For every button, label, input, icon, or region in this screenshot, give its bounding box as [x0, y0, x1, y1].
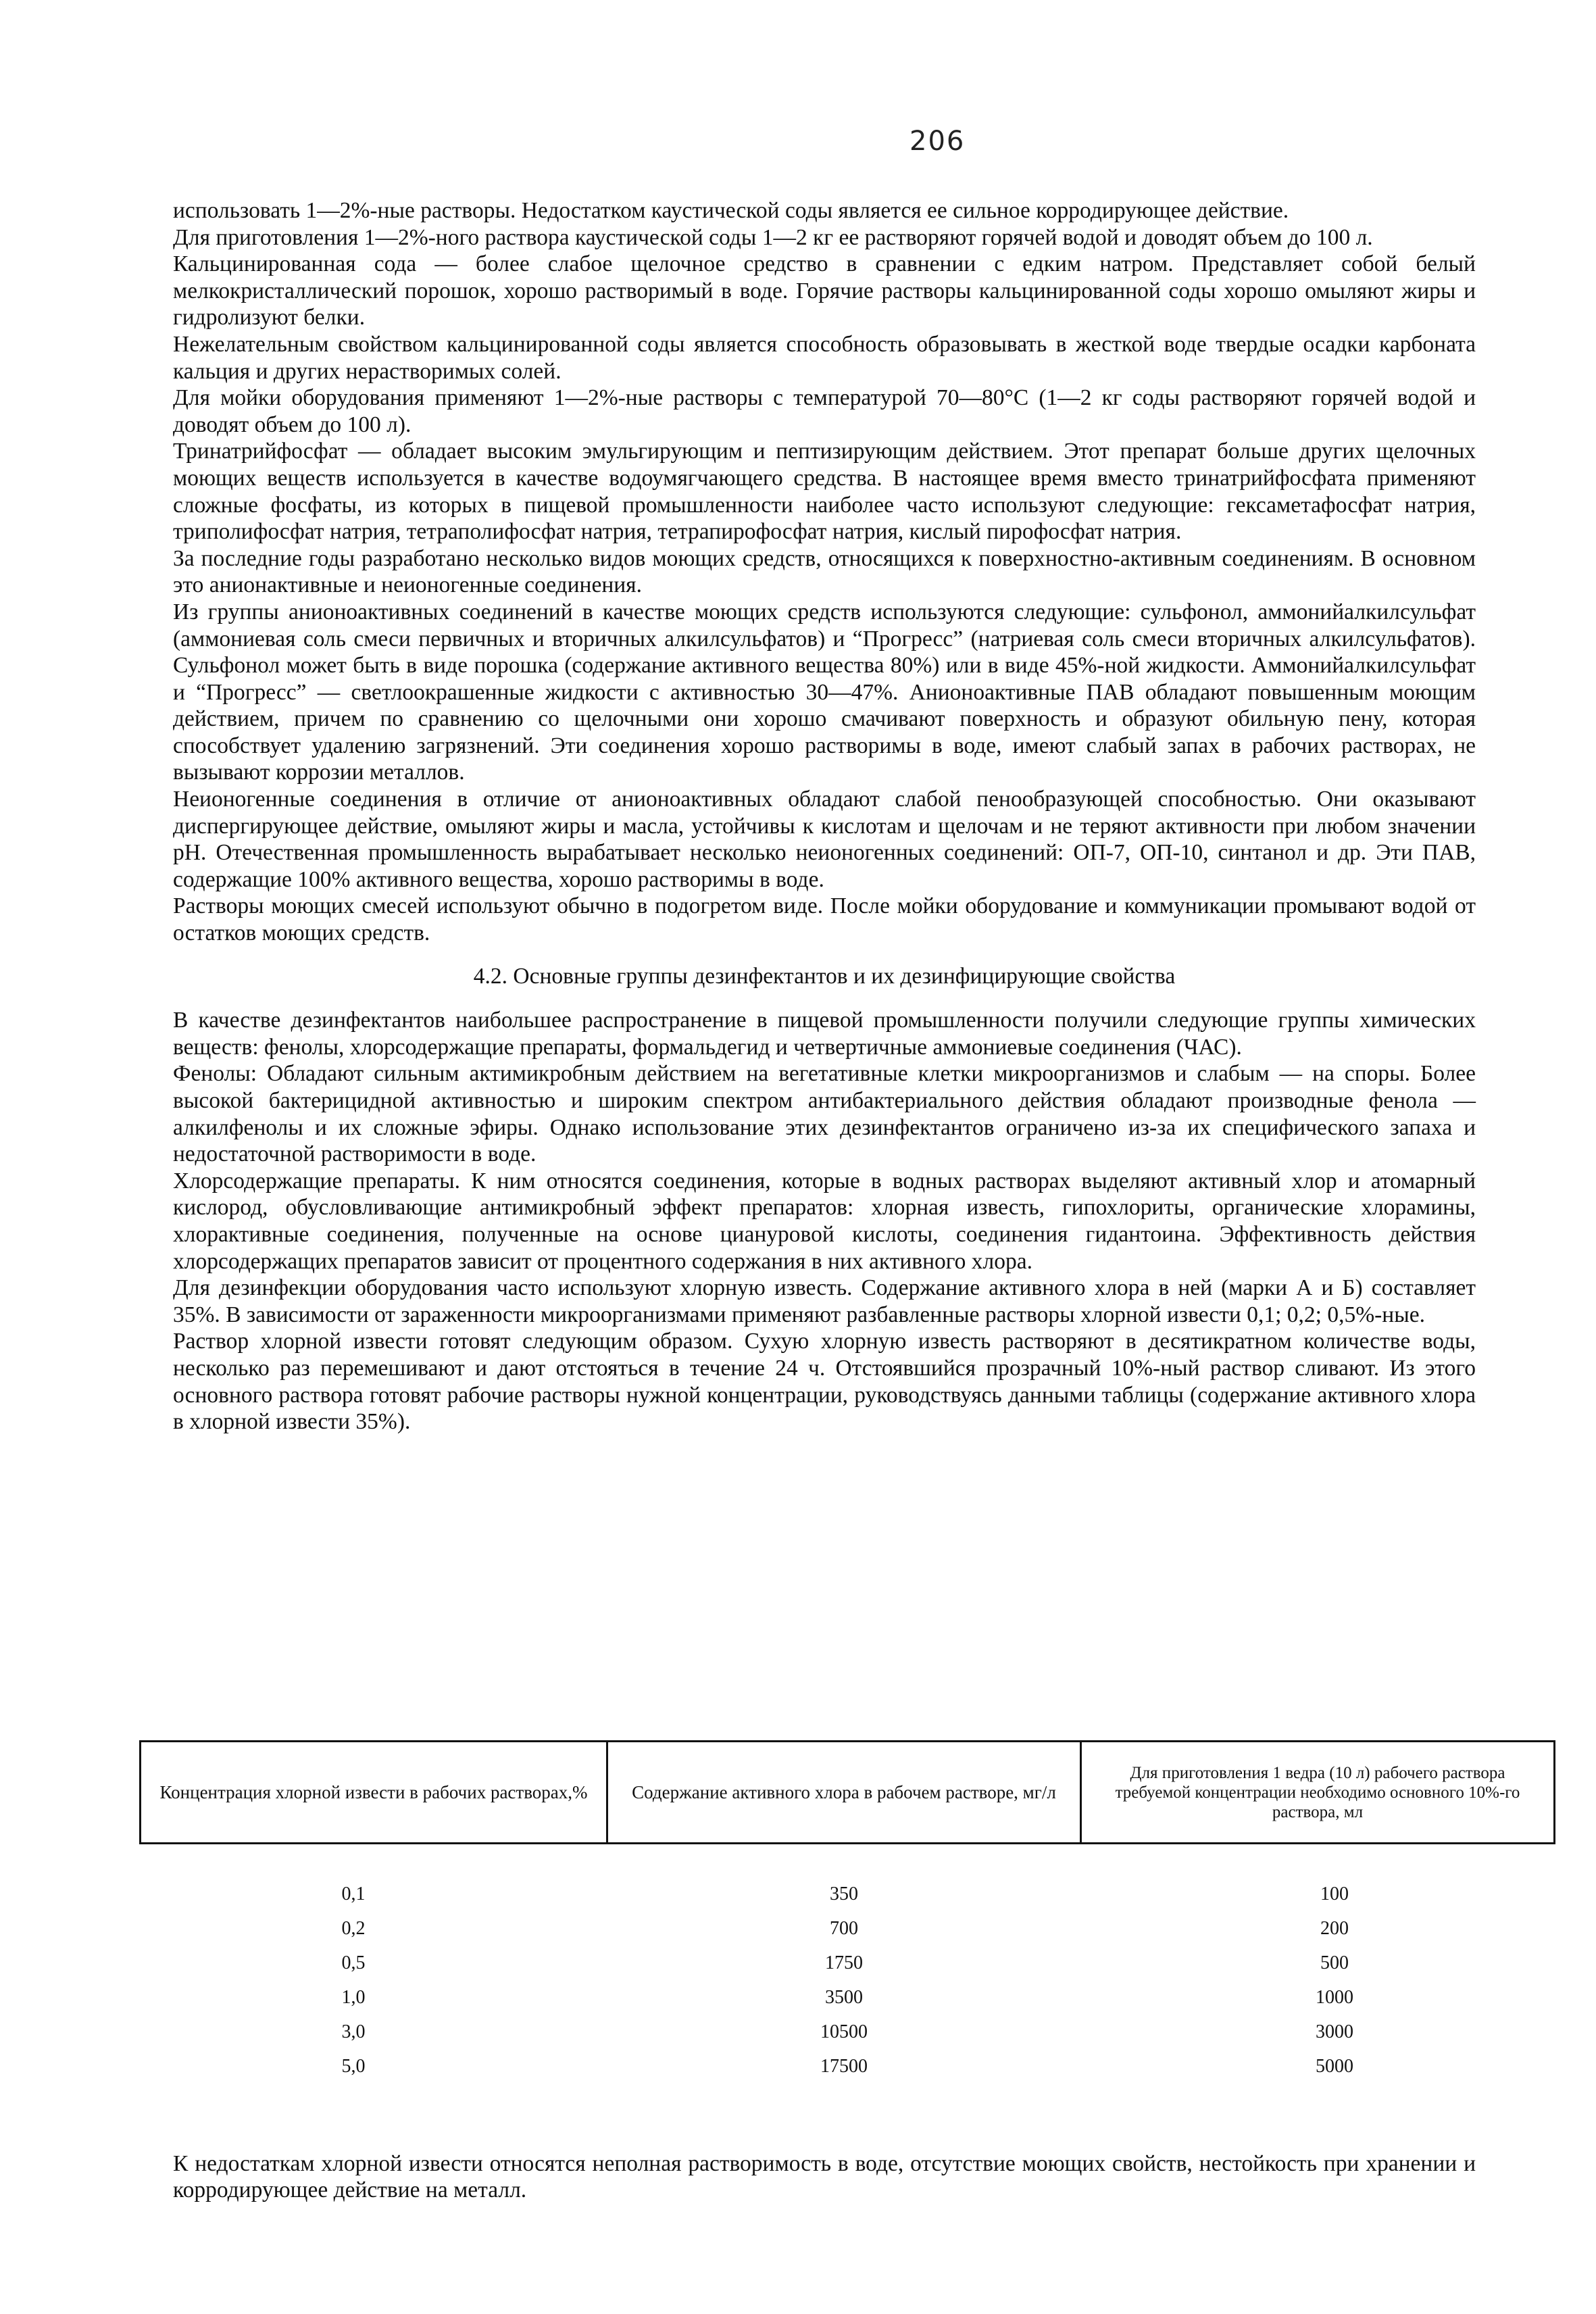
paragraph: Растворы моющих смесей используют обычно в подогретом виде. После мойки оборудование и коммуникации промывают водой от остатков моющих средств.: [173, 893, 1476, 946]
column-header: Концентрация хлорной извести в рабочих растворах,%: [141, 1742, 607, 1844]
paragraph: Нежелательным свойством кальцинированной соды является способность образовывать в жесткой воде твердые осадки карбоната кальция и других нерастворимых солей.: [173, 331, 1476, 384]
paragraph: За последние годы разработано несколько видов моющих средств, относящихся к поверхностно-активным соединениям. В основном это анионактивные и неионогенные соединения.: [173, 545, 1476, 598]
table-row: [141, 2049, 1555, 2084]
table-cell: 5000: [1316, 2055, 1353, 2077]
table-row: [141, 1877, 1555, 1911]
table-cell: 1000: [1316, 1986, 1353, 2008]
paragraph: Для приготовления 1—2%-ного раствора каустической соды 1—2 кг ее растворяют горячей водой и доводят объем до 100 л.: [173, 224, 1373, 250]
body-text: [173, 197, 1476, 1435]
column-header: Содержание активного хлора в рабочем растворе, мг/л: [607, 1742, 1081, 1844]
paragraph: Хлорсодержащие препараты. К ним относятся соединения, которые в водных растворах выделяют активный хлор и атомарный кислород, обусловливающие антимикробный эффект препаратов: хлорная известь, гипохлориты, органические хлорамины, хлорактивные соединения, полученные на основе циануровой кислоты, соединения гидантоина. Эффективность действия хлорсодержащих препаратов зависит от процентного содержания в них активного хлора.: [173, 1168, 1476, 1274]
table-header-row: [141, 1742, 1555, 1844]
paragraph: Кальцинированная сода — более слабое щелочное средство в сравнении с едким натром. Представляет собой белый мелкокристаллический порошок, хорошо растворимый в воде. Горячие растворы кальцинированной соды хорошо омыляют жиры и гидролизуют белки.: [173, 251, 1476, 330]
table-cell: 3500: [825, 1986, 863, 2008]
closing-paragraph: К недостаткам хлорной извести относятся неполная растворимость в воде, отсутствие моющих свойств, нестойкость при хранении и корродирующее действие на металл.: [173, 2150, 1476, 2203]
table-cell: 5,0: [341, 2055, 366, 2077]
table-cell: 0,1: [341, 1883, 366, 1904]
table-row: [141, 1946, 1555, 1980]
table-cell: 1750: [825, 1952, 863, 1973]
table-cell: 500: [1320, 1952, 1349, 1973]
page-number: 206: [909, 126, 966, 157]
section-heading: 4.2. Основные группы дезинфектантов и их дезинфицирующие свойства: [473, 963, 1176, 989]
paragraph: использовать 1—2%-ные растворы. Недостатком каустической соды является ее сильное корродирующее действие.: [173, 198, 1289, 223]
table-cell: 10500: [820, 2021, 868, 2042]
document-page: [159, 0, 1520, 2314]
paragraph: Фенолы: Обладают сильным актимикробным действием на вегетативные клетки микроорганизмов и слабым — на споры. Более высокой бактерицидной активностью и широким спектром антибактериального действия обладают производные фенола — алкилфенолы и их сложные эфиры. Однако использование этих дезинфектантов ограничено из-за их специфического запаха и недостаточной растворимости в воде.: [173, 1061, 1476, 1167]
data-table: [139, 1740, 1555, 2084]
table-spacer: [141, 1844, 1555, 1877]
table-cell: 0,2: [341, 1917, 366, 1939]
table-cell: 200: [1320, 1917, 1349, 1939]
paragraph: Неионогенные соединения в отличие от анионоактивных обладают слабой пенообразующей способностью. Они оказывают диспергирующее действие, омыляют жиры и масла, устойчивы к кислотам и щелочам и не теряют активности при любом значении pH. Отечественная промышленность вырабатывает несколько неионогенных соединений: ОП-7, ОП-10, синтанол и др. Эти ПАВ, содержащие 100% активного вещества, хорошо растворимы в воде.: [173, 787, 1476, 892]
table-row: [141, 2015, 1555, 2049]
table-cell: 100: [1320, 1883, 1349, 1904]
paragraph: Из группы анионоактивных соединений в качестве моющих средств используются следующие: сульфонол, аммонийалкилсульфат (аммониевая соль смеси первичных и вторичных алкилсульфатов) и “Прогресс” (натриевая соль смеси вторичных алкилсульфатов). Сульфонол может быть в виде порошка (содержание активного вещества 80%) или в виде 45%-ной жидкости. Аммонийалкилсульфат и “Прогресс” — светлоокрашенные жидкости с активностью 30—47%. Анионоактивные ПАВ обладают повышенным моющим действием, причем по сравнению со щелочными они хорошо смачивают поверхность и образуют обильную пену, которая способствует удалению загрязнений. Эти соединения хорошо растворимы в воде, имеют слабый запах в рабочих растворах, не вызывают коррозии металлов.: [173, 599, 1476, 785]
table-cell: 3000: [1316, 2021, 1353, 2042]
table-row: [141, 1911, 1555, 1946]
paragraph: Тринатрийфосфат — обладает высоким эмульгирующим и пептизирующим действием. Этот препарат больше других щелочных моющих веществ используется в качестве водоумягчающего средства. В настоящее время вместо тринатрийфосфата применяют сложные фосфаты, из которых в пищевой промышленности наиболее часто используют следующие: гексаметафосфат натрия, триполифосфат натрия, тетраполифосфат натрия, тетрапирофосфат натрия, кислый пирофосфат натрия.: [173, 439, 1476, 545]
paragraph: Для дезинфекции оборудования часто используют хлорную известь. Содержание активного хлора в ней (марки А и Б) составляет 35%. В зависимости от зараженности микроорганизмами применяют разбавленные растворы хлорной извести 0,1; 0,2; 0,5%-ные.: [173, 1275, 1476, 1327]
table-cell: 0,5: [341, 1952, 366, 1973]
table-row: [141, 1980, 1555, 2015]
table-cell: 1,0: [341, 1986, 366, 2008]
column-header: Для приготовления 1 ведра (10 л) рабочего раствора требуемой концентрации необходимо основного 10%-го раствора, мл: [1081, 1742, 1555, 1844]
paragraph: В качестве дезинфектантов наибольшее распространение в пищевой промышленности получили следующие группы химических веществ: фенолы, хлорсодержащие препараты, формальдегид и четвертичные аммониевые соединения (ЧАС).: [173, 1008, 1476, 1060]
paragraph: Раствор хлорной извести готовят следующим образом. Сухую хлорную известь растворяют в десятикратном количестве воды, несколько раз перемешивают и дают отстояться в течение 24 ч. Отстоявшийся прозрачный 10%-ный раствор сливают. Из этого основного раствора готовят рабочие растворы нужной концентрации, руководствуясь данными таблицы (содержание активного хлора в хлорной извести 35%).: [173, 1329, 1476, 1435]
table-cell: 17500: [820, 2055, 868, 2077]
paragraph: Для мойки оборудования применяют 1—2%-ные растворы с температурой 70—80°С (1—2 кг соды растворяют горячей водой и доводят объем до 100 л).: [173, 385, 1476, 437]
table-cell: 3,0: [341, 2021, 366, 2042]
table-cell: 700: [830, 1917, 858, 1939]
table-cell: 350: [830, 1883, 858, 1904]
chlorine-table: [139, 1740, 1520, 2084]
